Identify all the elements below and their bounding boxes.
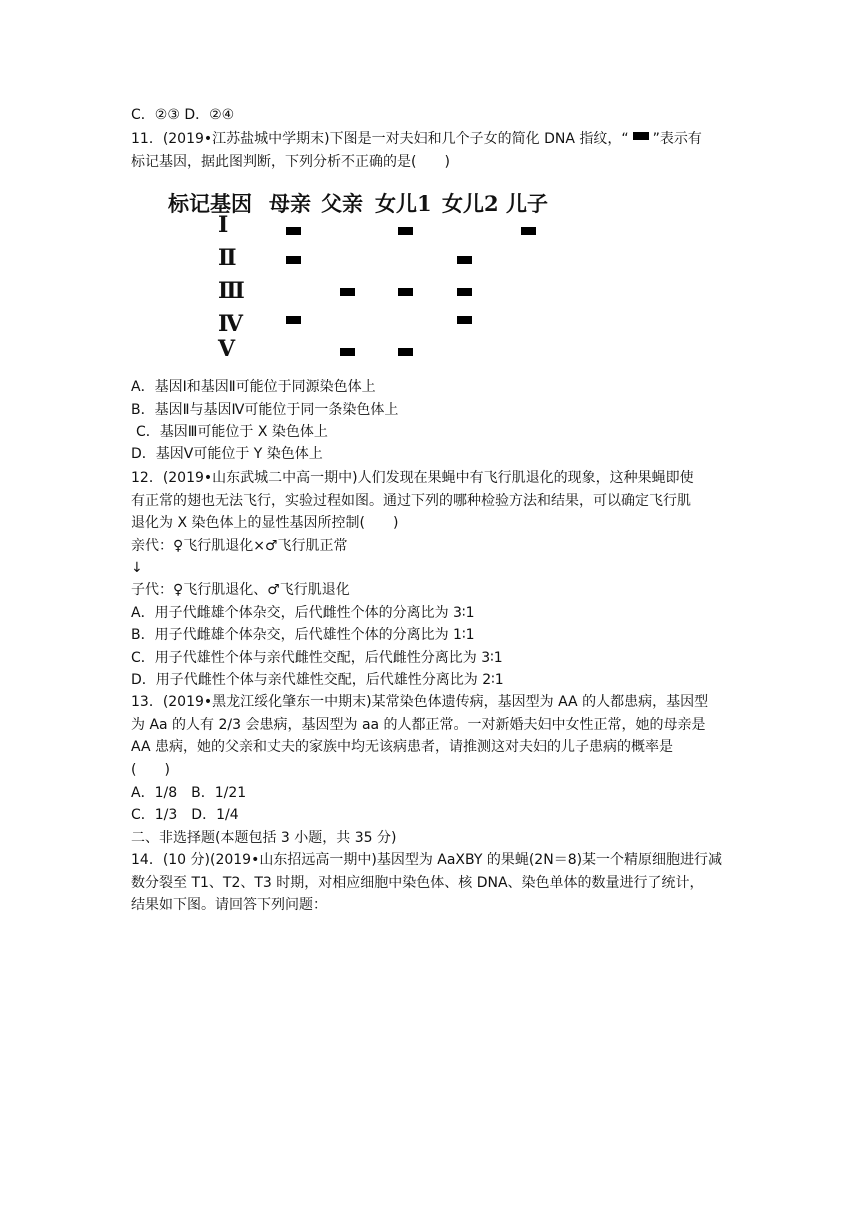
fingerprint-mark (286, 316, 301, 324)
gene-label-5: Ⅴ (218, 336, 236, 362)
figure-header-daughter1: 女儿1 (375, 191, 432, 216)
figure-header-mother: 母亲 (269, 191, 311, 216)
q11-option-a: A．基因Ⅰ和基因Ⅱ可能位于同源染色体上 (131, 379, 376, 395)
q11-stem-pre: 11．(2019•江苏盐城中学期末)下图是一对夫妇和几个子女的简化 DNA 指纹，“ (131, 131, 629, 147)
marker-legend-icon (633, 132, 649, 140)
q11-stem-line2: 标记基因，据此图判断，下列分析不正确的是( ) (131, 154, 450, 170)
q12-offspring: 子代：♀飞行肌退化、♂飞行肌退化 (131, 582, 350, 598)
q14-stem-line3: 结果如下图。请回答下列问题： (131, 897, 327, 913)
gene-label-1: Ⅰ (218, 212, 229, 238)
q11-stem-line1 (131, 128, 702, 150)
gene-label-4: Ⅳ (218, 311, 243, 337)
gene-label-3: Ⅲ (218, 278, 245, 304)
fingerprint-mark (457, 288, 472, 296)
q13-options-ab: A．1/8 B．1/21 (131, 785, 247, 801)
figure-header-son: 儿子 (506, 191, 548, 216)
figure-header-daughter2: 女儿2 (442, 191, 499, 216)
q11-option-c: C．基因Ⅲ可能位于 X 染色体上 (136, 424, 328, 440)
q11-stem-post: ”表示有 (652, 131, 702, 147)
dna-fingerprint-figure (168, 184, 568, 362)
q12-stem-line3: 退化为 X 染色体上的显性基因所控制( ) (131, 515, 399, 531)
q13-stem-line3: AA 患病，她的父亲和丈夫的家族中均无该病患者，请推测这对夫妇的儿子患病的概率是 (131, 739, 673, 755)
figure-header-gene: 标记基因 (168, 191, 252, 216)
q12-option-c: C．用子代雄性个体与亲代雌性交配，后代雌性分离比为 3∶1 (131, 650, 503, 666)
gene-label-2: Ⅱ (218, 245, 237, 271)
fingerprint-mark (286, 256, 301, 264)
q13-stem-line1: 13．(2019•黑龙江绥化肇东一中期末)某常染色体遗传病，基因型为 AA 的人都患病，基因型 (131, 694, 709, 710)
fingerprint-mark (340, 348, 355, 356)
fingerprint-mark (398, 348, 413, 356)
fingerprint-mark (521, 227, 536, 235)
q14-stem-line2: 数分裂至 T1、T2、T3 时期，对相应细胞中染色体、核 DNA、染色单体的数量进行了统计， (131, 875, 704, 891)
q12-option-a: A．用子代雌雄个体杂交，后代雌性个体的分离比为 3∶1 (131, 605, 475, 621)
fingerprint-mark (340, 288, 355, 296)
fingerprint-mark (286, 227, 301, 235)
q12-option-b: B．用子代雌雄个体杂交，后代雄性个体的分离比为 1∶1 (131, 627, 475, 643)
q13-stem-line4: ( ) (131, 762, 170, 778)
q14-stem-line1: 14．(10 分)(2019•山东招远高一期中)基因型为 AaXBY 的果蝇(2N＝8)某一个精原细胞进行减 (131, 852, 723, 868)
q11-option-d: D．基因Ⅴ可能位于 Y 染色体上 (131, 446, 323, 462)
section-2-heading: 二、非选择题(本题包括 3 小题，共 35 分) (131, 830, 397, 846)
fingerprint-mark (457, 316, 472, 324)
fingerprint-mark (398, 227, 413, 235)
q13-stem-line2: 为 Aa 的人有 2/3 会患病，基因型为 aa 的人都正常。一对新婚夫妇中女性正常，她的母亲是 (131, 717, 706, 733)
q12-cross-arrow: ↓ (131, 560, 143, 576)
q13-options-cd: C．1/3 D．1/4 (131, 807, 239, 823)
q12-stem-line1: 12．(2019•山东武城二中高一期中)人们发现在果蝇中有飞行肌退化的现象，这种果蝇即使 (131, 470, 694, 486)
fingerprint-mark (398, 288, 413, 296)
figure-header-father: 父亲 (321, 191, 363, 216)
q11-option-b: B．基因Ⅱ与基因Ⅳ可能位于同一条染色体上 (131, 402, 399, 418)
q10-options-cd: C．②③ D．②④ (131, 107, 235, 123)
fingerprint-mark (457, 256, 472, 264)
q12-parent-cross: 亲代：♀飞行肌退化×♂飞行肌正常 (131, 538, 348, 554)
q12-option-d: D．用子代雌性个体与亲代雄性交配，后代雄性分离比为 2∶1 (131, 672, 504, 688)
q12-stem-line2: 有正常的翅也无法飞行，实验过程如图。通过下列的哪种检验方法和结果，可以确定飞行肌 (131, 493, 691, 509)
